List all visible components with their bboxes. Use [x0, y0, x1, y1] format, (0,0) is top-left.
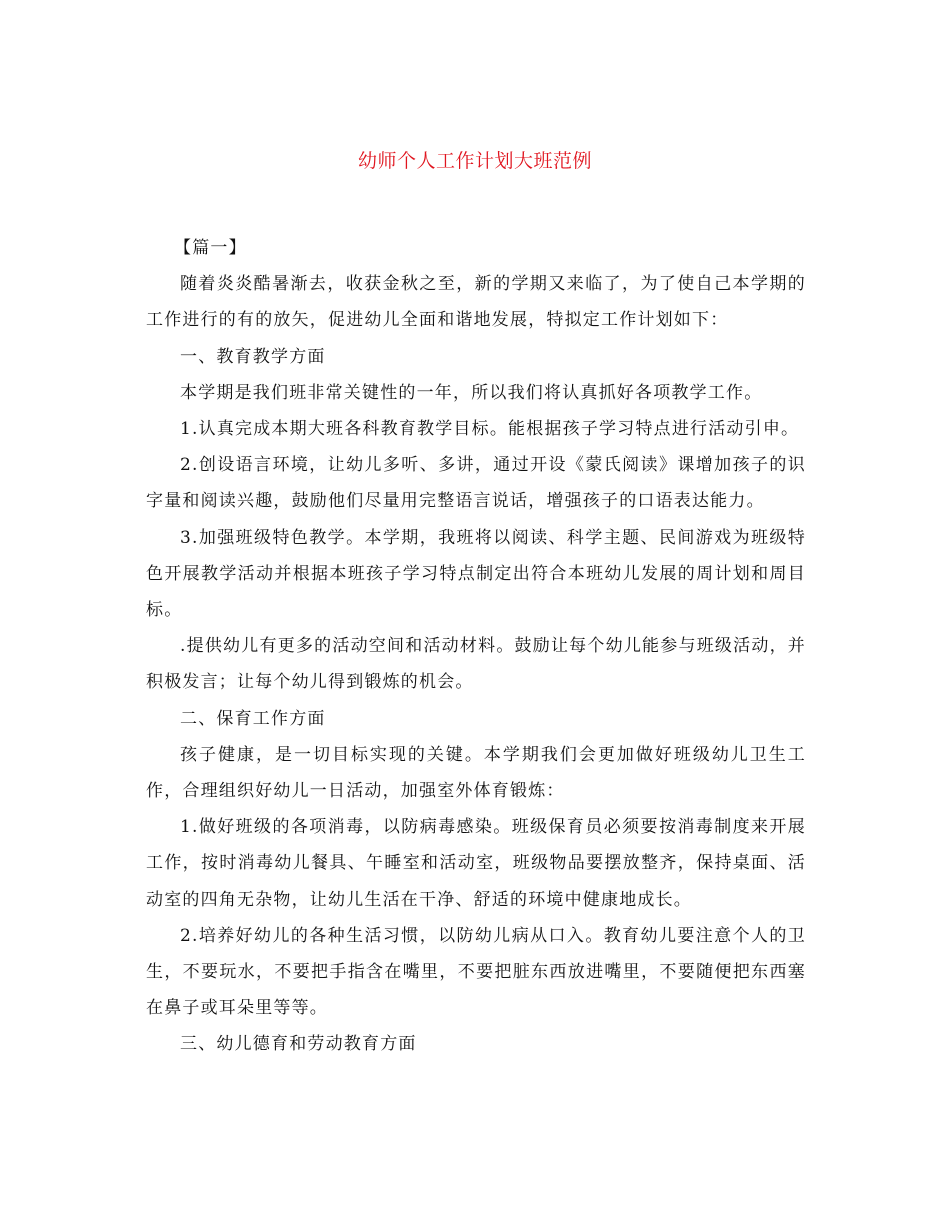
document-body	[146, 230, 806, 1063]
list-item: 2.培养好幼儿的各种生活习惯，以防幼儿病从口入。教育幼儿要注意个人的卫生，不要玩水，不要把手指含在嘴里，不要把脏东西放进嘴里，不要随便把东西塞在鼻子或耳朵里等等。	[146, 925, 806, 1019]
intro-paragraph: 随着炎炎酷暑渐去，收获金秋之至，新的学期又来临了，为了使自己本学期的工作进行的有的放矢，促进幼儿全面和谐地发展，特拟定工作计划如下：	[146, 274, 806, 331]
section-heading-moral: 三、幼儿德育和劳动教育方面	[180, 1034, 417, 1055]
paragraph: 孩子健康，是一切目标实现的关键。本学期我们会更加做好班级幼儿卫生工作，合理组织好幼儿一日活动，加强室外体育锻炼：	[146, 744, 806, 802]
list-item: 1.做好班级的各项消毒，以防病毒感染。班级保育员必须要按消毒制度来开展工作，按时消毒幼儿餐具、午睡室和活动室，班级物品要摆放整齐，保持桌面、活动室的四角无杂物，让幼儿生活在干净、舒适的环境中健康地成长。	[146, 817, 806, 910]
list-item: 1.认真完成本期大班各科教育教学目标。能根据孩子学习特点进行活动引申。	[180, 419, 800, 440]
list-item: 2.创设语言环境，让幼儿多听、多讲，通过开设《蒙氏阅读》课增加孩子的识字量和阅读兴趣，鼓励他们尽量用完整语言说话，增强孩子的口语表达能力。	[146, 455, 806, 512]
document-title: 幼师个人工作计划大班范例	[357, 150, 592, 172]
list-item: .提供幼儿有更多的活动空间和活动材料。鼓励让每个幼儿能参与班级活动，并积极发言；让每个幼儿得到锻炼的机会。	[146, 636, 806, 693]
section-heading-care: 二、保育工作方面	[180, 708, 326, 729]
section-heading-education: 一、教育教学方面	[180, 346, 326, 367]
paragraph: 本学期是我们班非常关键性的一年，所以我们将认真抓好各项教学工作。	[180, 382, 763, 403]
section-marker: 【篇一】	[174, 238, 247, 258]
list-item: 3.加强班级特色教学。本学期，我班将以阅读、科学主题、民间游戏为班级特色开展教学活动并根据本班孩子学习特点制定出符合本班幼儿发展的周计划和周目标。	[146, 527, 806, 621]
